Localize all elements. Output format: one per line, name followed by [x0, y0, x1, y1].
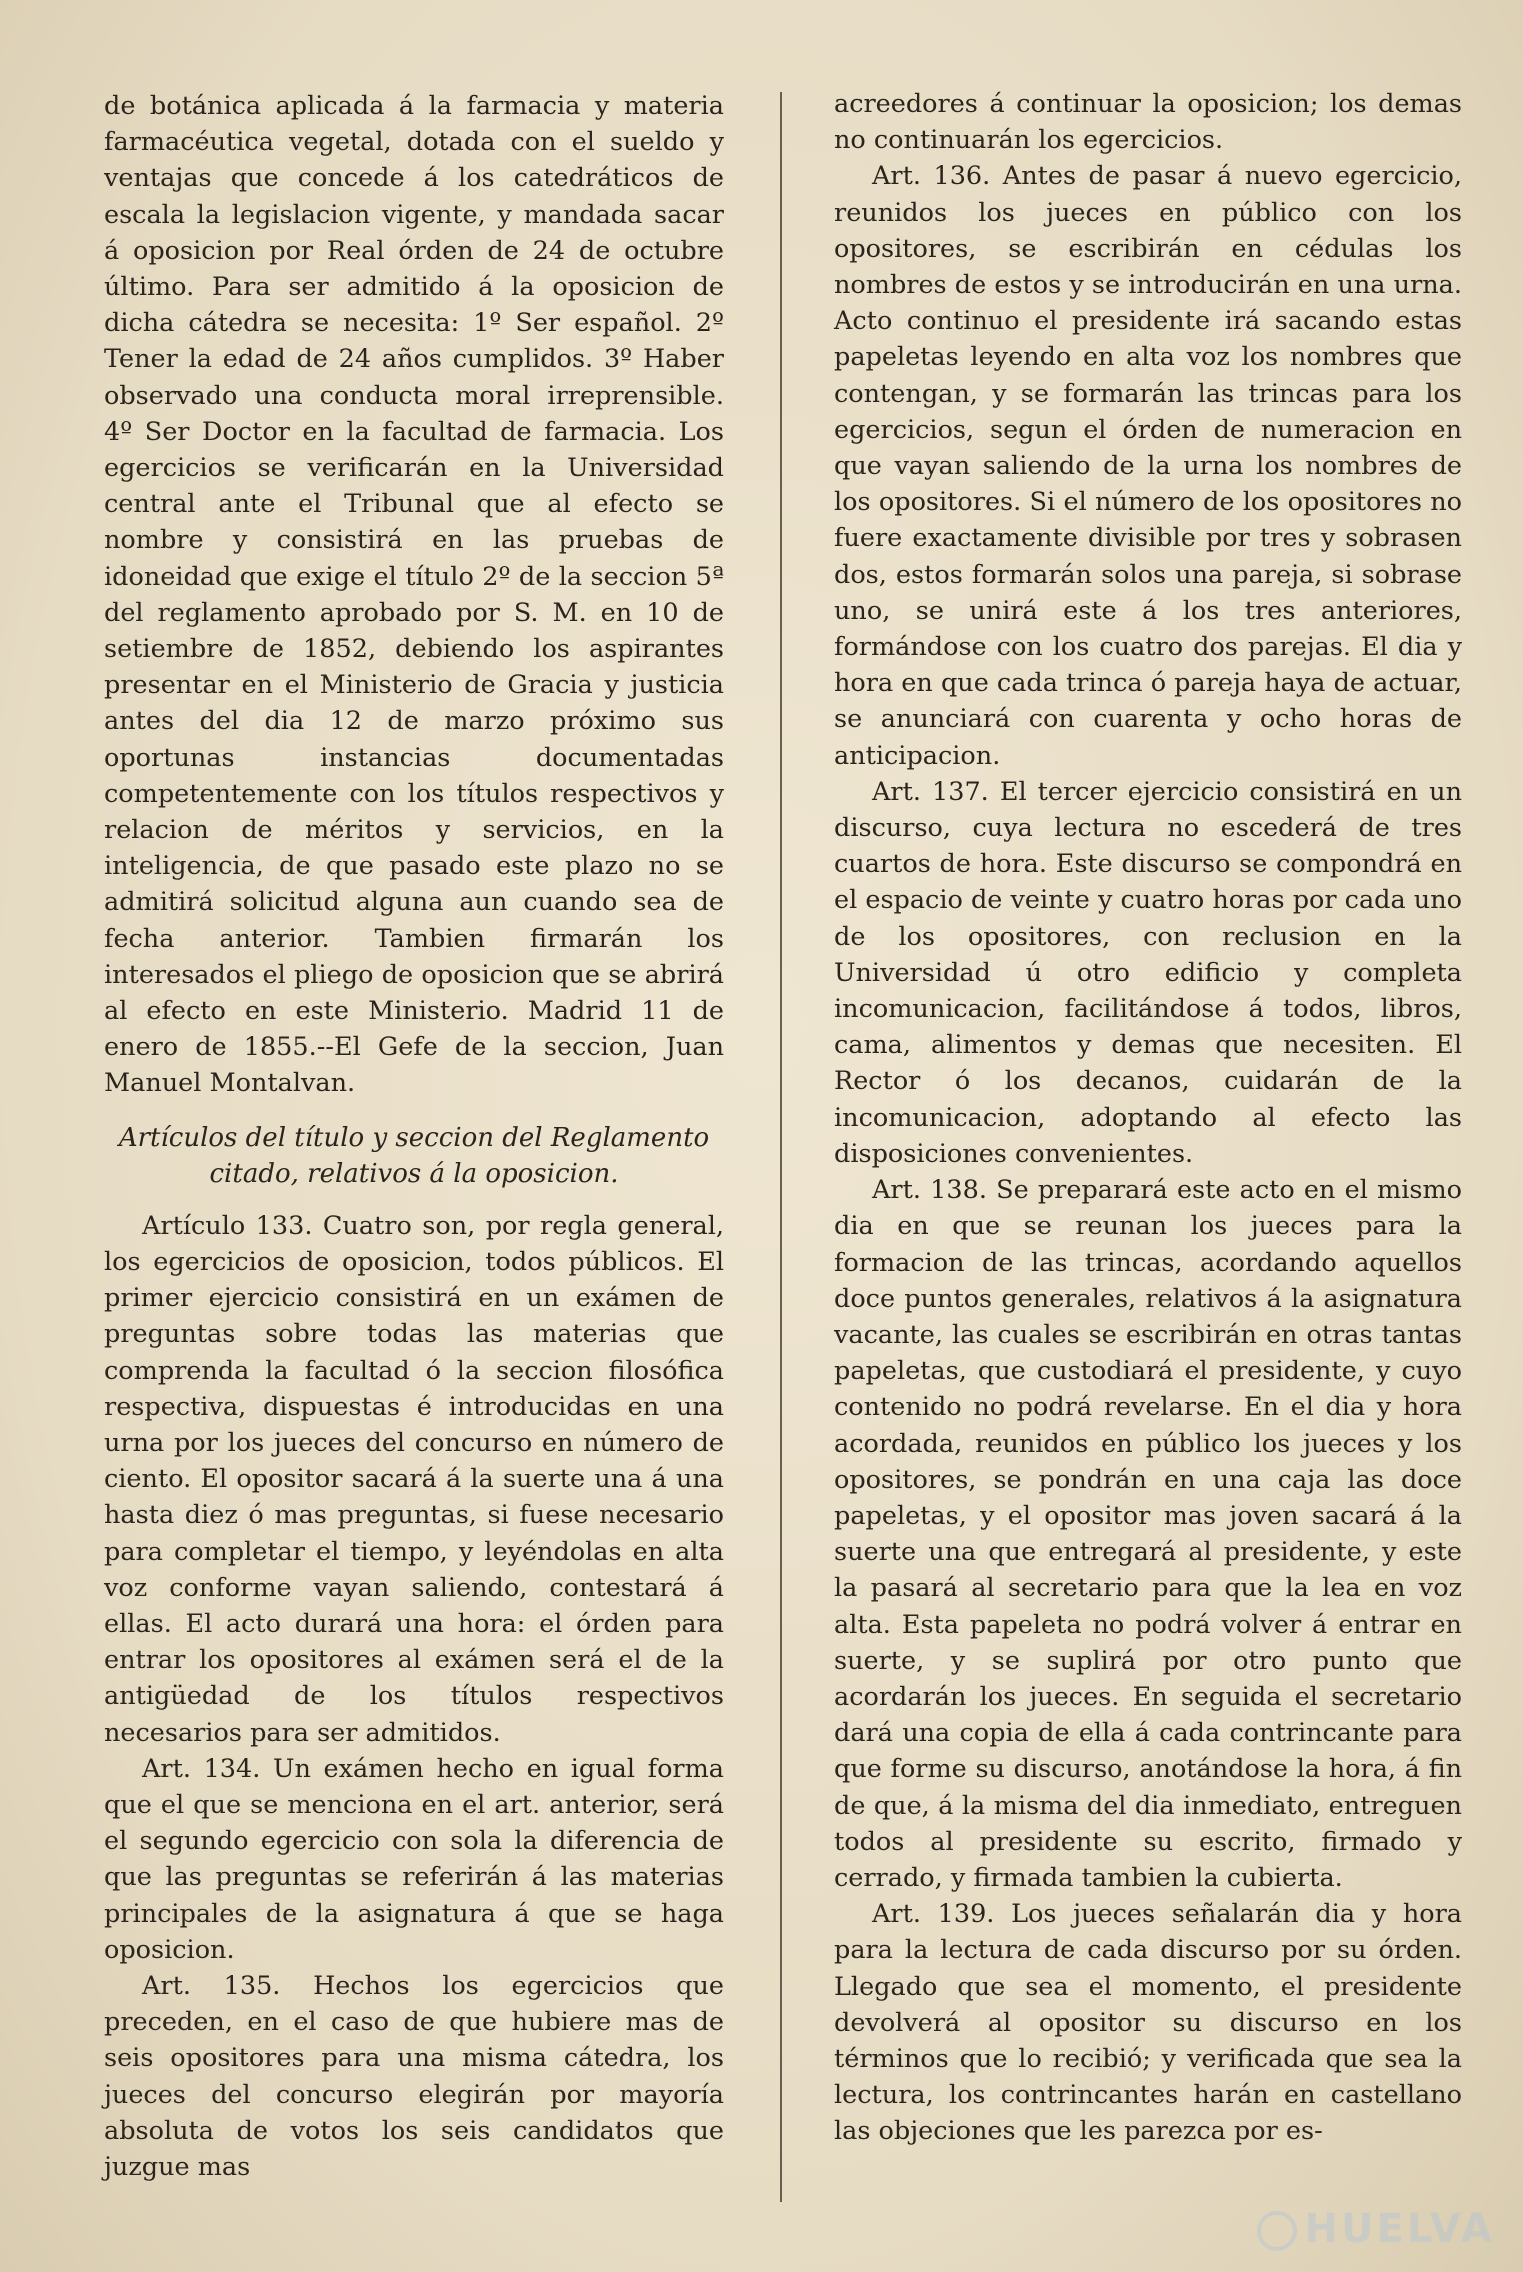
article-136: Art. 136. Antes de pasar á nuevo egercicio, reunidos los jueces en público con los opositores, se escribirán en cédulas los nombres de estos y se introducirán en una urna. Acto continuo el presidente irá sacando estas papeletas leyendo en alta voz los nombres que contengan, y se formarán las trincas para los egercicios, segun el órden de numeracion en que vayan saliendo de la urna los nombres de los opositores. Si el número de los opositores no fuere exactamente divisible por tres y sobrasen dos, estos formarán solos una pareja, si sobrase uno, se unirá este á los tres anteriores, formándose con los cuatro dos parejas. El dia y hora en que cada trinca ó pareja haya de actuar, se anunciará con cuarenta y ocho horas de anticipacion.	[834, 161, 1462, 771]
left-column	[104, 88, 724, 2185]
watermark-text: HUELVA	[1304, 2206, 1495, 2252]
right-column	[834, 86, 1462, 2150]
article-139: Art. 139. Los jueces señalarán dia y hora para la lectura de cada discurso por su órden. Llegado que sea el momento, el presidente devolverá al opositor su discurso en los términos que lo recibió; y verificada que sea la lectura, los contrincantes harán en castellano las objeciones que les parezca por es-	[834, 1899, 1462, 2147]
article-135: Art. 135. Hechos los egercicios que preceden, en el caso de que hubiere mas de seis opositores para una misma cátedra, los jueces del concurso elegirán por mayoría absoluta de votos los seis candidatos que juzgue mas	[104, 1970, 724, 2182]
section-heading-line2: citado, relativos á la oposicion.	[209, 1158, 619, 1189]
section-heading	[104, 1120, 724, 1192]
column-divider	[780, 92, 782, 2202]
article-134: Art. 134. Un exámen hecho en igual forma que el que se menciona en el art. anterior, será el segundo egercicio con sola la diferencia de que las preguntas se referirán á las materias principales de la asignatura á que se haga oposicion.	[104, 1753, 724, 1965]
continuation-paragraph: acreedores á continuar la oposicion; los demas no continuarán los egercicios.	[834, 89, 1462, 156]
opening-paragraph: de botánica aplicada á la farmacia y materia farmacéutica vegetal, dotada con el sueldo y ventajas que concede á los catedráticos de escala la legislacion vigente, y mandada sacar á oposicion por Real órden de 24 de octubre último. Para ser admitido á la oposicion de dicha cátedra se necesita: 1º Ser español. 2º Tener la edad de 24 años cumplidos. 3º Haber observado una conducta moral irreprensible. 4º Ser Doctor en la facultad de farmacia. Los egercicios se verificarán en la Universidad central ante el Tribunal que al efecto se nombre y consistirá en las pruebas de idoneidad que exige el título 2º de la seccion 5ª del reglamento aprobado por S. M. en 10 de setiembre de 1852, debiendo los aspirantes presentar en el Ministerio de Gracia y justicia antes del dia 12 de marzo próximo sus oportunas instancias documentadas competentemente con los títulos respectivos y relacion de méritos y servicios, en la inteligencia, de que pasado este plazo no se admitirá solicitud alguna aun cuando sea de fecha anterior. Tambien firmarán los interesados el pliego de oposicion que se abrirá al efecto en este Ministerio. Madrid 11 de enero de 1855.--El Gefe de la seccion, Juan Manuel Montalvan.	[104, 91, 724, 1099]
library-watermark	[1257, 2206, 1495, 2252]
article-138: Art. 138. Se preparará este acto en el mismo dia en que se reunan los jueces para la formacion de las trincas, acordando aquellos doce puntos generales, relativos á la asignatura vacante, las cuales se escribirán en otras tantas papeletas, que custodiará el presidente, y cuyo contenido no podrá revelarse. En el dia y hora acordada, reunidos en público los jueces y los opositores, se pondrán en una caja las doce papeletas, y el opositor mas joven sacará á la suerte una que entregará al presidente, y este la pasará al secretario para que la lea en voz alta. Esta papeleta no podrá volver á entrar en suerte, y se suplirá por otro punto que acordarán los jueces. En seguida el secretario dará una copia de ella á cada contrincante para que forme su discurso, anotándose la hora, á fin de que, á la misma del dia inmediato, entreguen todos al presidente su escrito, firmado y cerrado, y firmada tambien la cubierta.	[834, 1175, 1462, 1893]
watermark-logo-icon	[1257, 2211, 1297, 2251]
article-137: Art. 137. El tercer ejercicio consistirá en un discurso, cuya lectura no escederá de tres cuartos de hora. Este discurso se compondrá en el espacio de veinte y cuatro horas por cada uno de los opositores, con reclusion en la Universidad ú otro edificio y completa incomunicacion, facilitándose á todos, libros, cama, alimentos y demas que necesiten. El Rector ó los decanos, cuidarán de la incomunicacion, adoptando al efecto las disposiciones convenientes.	[834, 776, 1462, 1169]
article-133: Artículo 133. Cuatro son, por regla general, los egercicios de oposicion, todos públicos. El primer ejercicio consistirá en un exámen de preguntas sobre todas las materias que comprenda la facultad ó la seccion filosófica respectiva, dispuestas é introducidas en una urna por los jueces del concurso en número de ciento. El opositor sacará á la suerte una á una hasta diez ó mas preguntas, si fuese necesario para completar el tiempo, y leyéndolas en alta voz conforme vayan saliendo, contestará á ellas. El acto durará una hora: el órden para entrar los opositores al exámen será el de la antigüedad de los títulos respectivos necesarios para ser admitidos.	[104, 1210, 724, 1748]
section-heading-line1: Artículos del título y seccion del Reglamento	[118, 1122, 710, 1153]
